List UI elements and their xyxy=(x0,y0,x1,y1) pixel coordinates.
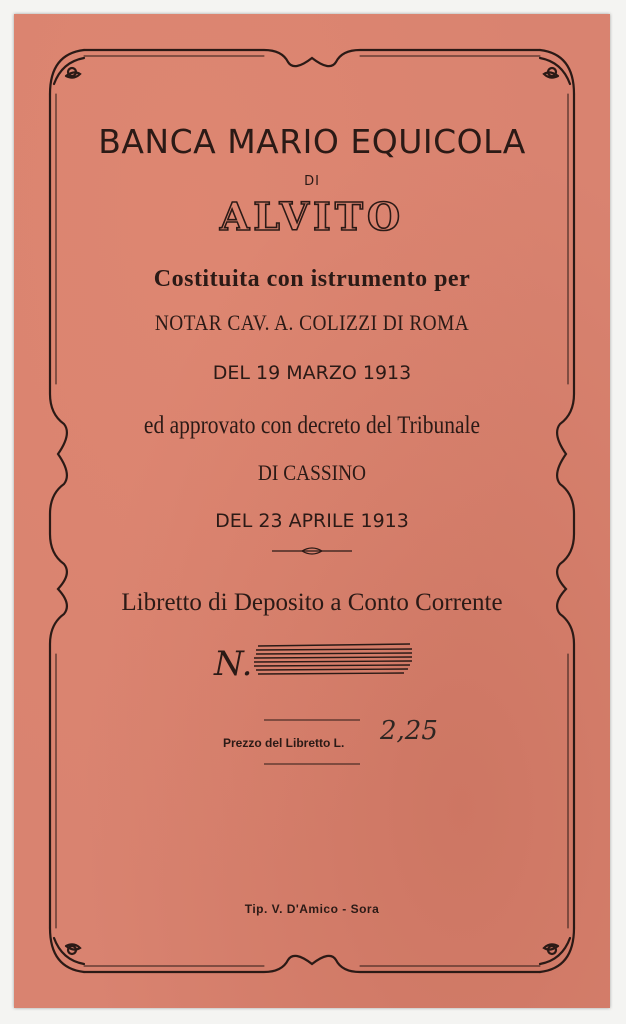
price-label: Prezzo del Libretto L. xyxy=(223,736,345,750)
bank-town: ALVITO xyxy=(219,194,405,239)
bank-di: DI xyxy=(304,174,320,189)
printer-imprint: Tip. V. D'Amico - Sora xyxy=(244,902,380,916)
notary-line: NOTAR CAV. A. COLIZZI DI ROMA xyxy=(154,310,470,335)
redacted-number xyxy=(254,640,414,680)
bank-name: BANCA MARIO EQUICOLA xyxy=(98,122,526,161)
booklet-type: Libretto di Deposito a Conto Corrente xyxy=(121,589,503,616)
constitution-date: DEL 19 MARZO 1913 xyxy=(212,362,412,384)
booklet-number-prefix: N. xyxy=(214,644,253,684)
approval-date: DEL 23 APRILE 1913 xyxy=(215,510,409,532)
approval-line: ed approvato con decreto del Tribunale xyxy=(143,412,481,439)
booklet-cover xyxy=(14,14,610,1008)
constitution-line: Costituita con istrumento per xyxy=(153,266,471,292)
court-line: DI CASSINO xyxy=(257,460,367,485)
price-handwritten: 2,25 xyxy=(380,716,438,746)
